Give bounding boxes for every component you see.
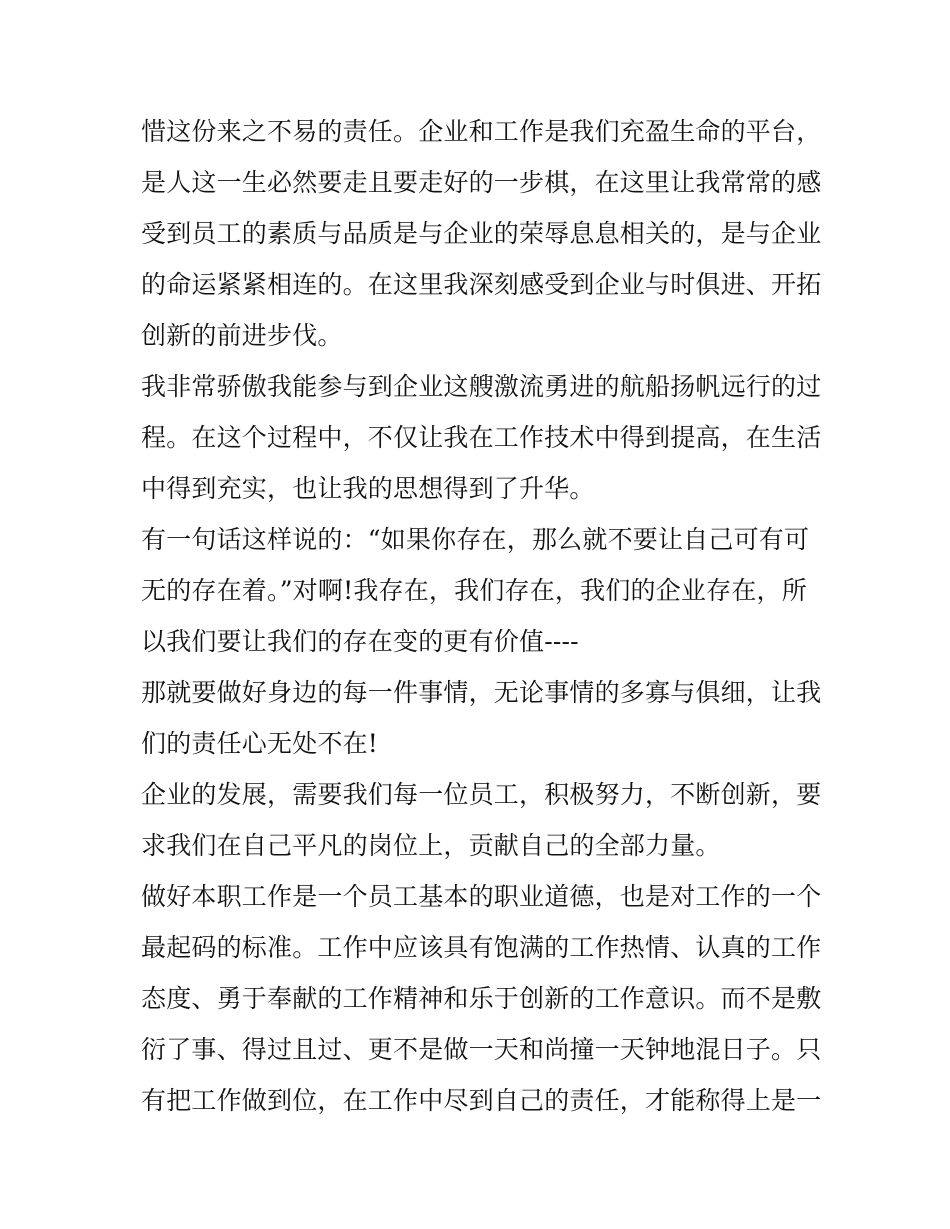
text-line: 们的责任心无处不在! [141, 729, 379, 758]
text-line: 我非常骄傲我能参与到企业这艘激流勇进的航船扬帆远行的过 [141, 372, 822, 401]
text-line: 企业的发展，需要我们每一位员工，积极努力，不断创新，要 [141, 780, 822, 809]
text-line: 最起码的标准。工作中应该具有饱满的工作热情、认真的工作 [141, 933, 822, 962]
text-line: 做好本职工作是一个员工基本的职业道德，也是对工作的一个 [141, 882, 822, 911]
text-line: 受到员工的素质与品质是与企业的荣辱息息相关的，是与企业 [141, 219, 822, 248]
text-line: 中得到充实，也让我的思想得到了升华。 [141, 474, 595, 503]
text-line: 无的存在着。”对啊!我存在，我们存在，我们的企业存在，所 [141, 576, 807, 605]
text-line: 那就要做好身边的每一件事情，无论事情的多寡与俱细，让我 [141, 678, 822, 707]
text-line: 求我们在自己平凡的岗位上，贡献自己的全部力量。 [141, 831, 721, 860]
document-body [141, 106, 821, 1126]
text-line: 创新的前进步伐。 [141, 321, 343, 350]
text-line: 惜这份来之不易的责任。企业和工作是我们充盈生命的平台， [141, 117, 822, 146]
text-line: 是人这一生必然要走且要走好的一步棋，在这里让我常常的感 [141, 168, 822, 197]
text-line: 程。在这个过程中，不仅让我在工作技术中得到提高，在生活 [141, 423, 822, 452]
text-line: 态度、勇于奉献的工作精神和乐于创新的工作意识。而不是敷 [141, 984, 822, 1013]
text-line: 的命运紧紧相连的。在这里我深刻感受到企业与时俱进、开拓 [141, 270, 822, 299]
text-line: 有一句话这样说的：“如果你存在，那么就不要让自己可有可 [141, 525, 810, 554]
text-line: 衍了事、得过且过、更不是做一天和尚撞一天钟地混日子。只 [141, 1035, 822, 1064]
text-line: 有把工作做到位，在工作中尽到自己的责任，才能称得上是一 [141, 1086, 822, 1115]
text-line: 以我们要让我们的存在变的更有价值---- [141, 627, 579, 656]
